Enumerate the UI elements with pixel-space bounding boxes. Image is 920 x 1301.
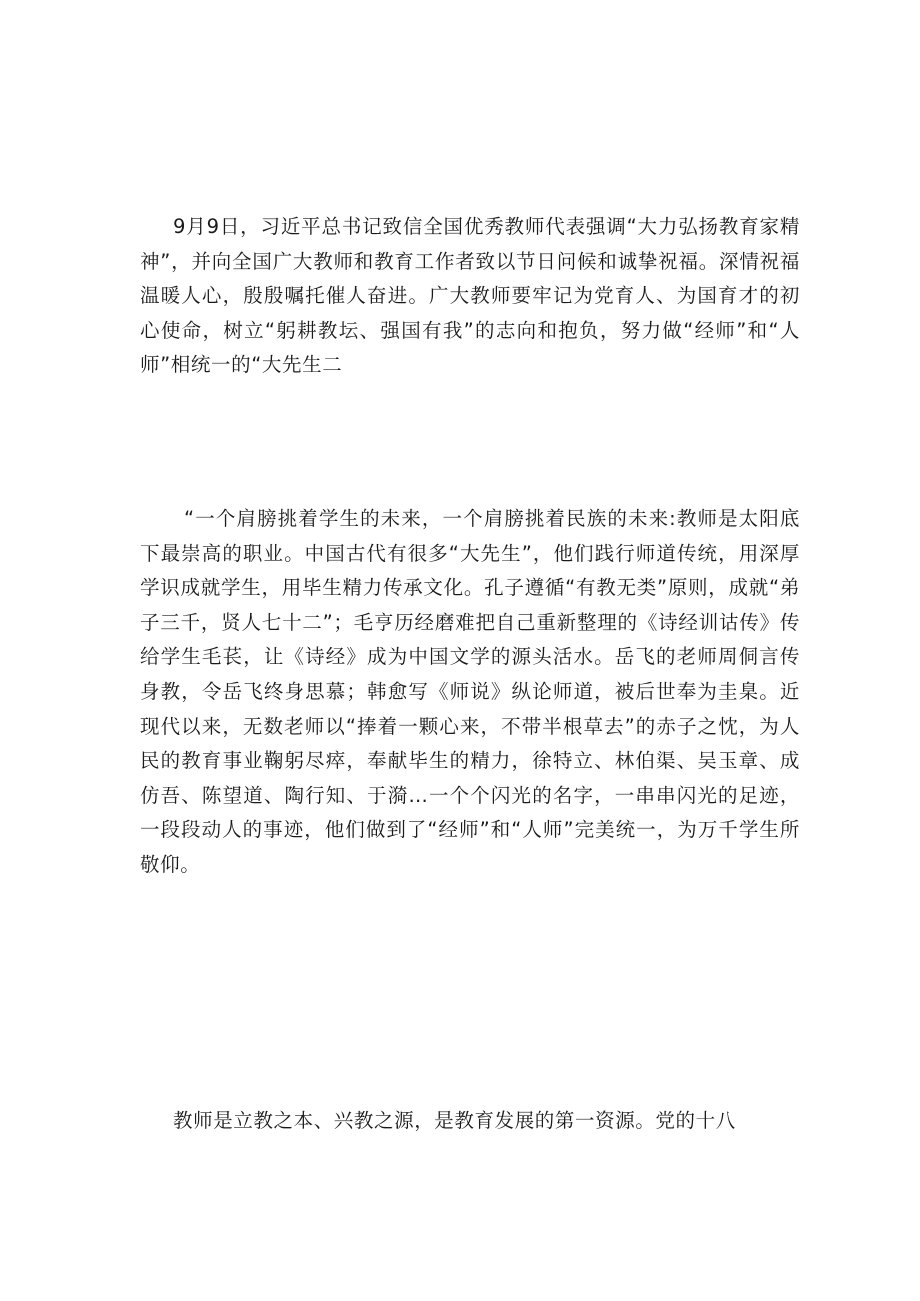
paragraph-1: 9月9日，习近平总书记致信全国优秀教师代表强调“大力弘扬教育家精神”，并向全国广大教师和教育工作者致以节日问候和诚挚祝福。深情祝福温暖人心，殷殷嘱托催人奋进。广大教师要牢记为党育人、为国育才的初心使命，树立“躬耕教坛、强国有我”的志向和抱负，努力做“经师”和“人师”相统一的“大先生二 bbox=[140, 215, 800, 377]
paragraph-2: “一个肩膀挑着学生的未来，一个肩膀挑着民族的未来:教师是太阳底下最崇高的职业。中国古代有很多“大先生”，他们践行师道传统，用深厚学识成就学生，用毕生精力传承文化。孔子遵循“有教无类”原则，成就“弟子三千，贤人七十二”；毛亨历经磨难把自己重新整理的《诗经训诂传》传给学生毛苌，让《诗经》成为中国文学的源头活水。岳飞的老师周侗言传身教，令岳飞终身思慕；韩愈写《师说》纵论师道，被后世奉为圭臬。近现代以来，无数老师以“捧着一颗心来，不带半根草去”的赤子之忱，为人民的教育事业鞠躬尽瘁，奉献毕生的精力，徐特立、林伯渠、吴玉章、成仿吾、陈望道、陶行知、于漪…一个个闪光的名字，一串串闪光的足迹，一段段动人的事迹，他们做到了“经师”和“人师”完美统一，为万千学生所敬仰。 bbox=[140, 507, 800, 876]
paragraph-3: 教师是立教之本、兴教之源，是教育发展的第一资源。党的十八 bbox=[173, 1109, 736, 1132]
